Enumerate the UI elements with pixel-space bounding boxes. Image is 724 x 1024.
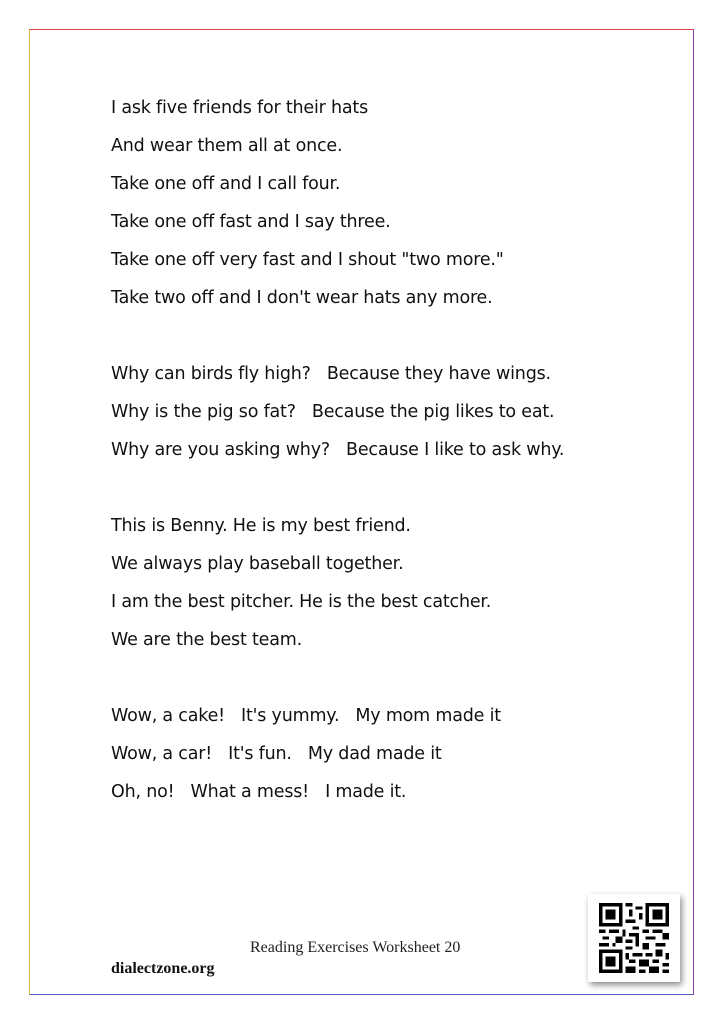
stanza-gap: [111, 663, 671, 701]
text-line: Take two off and I don't wear hats any more.: [111, 288, 493, 308]
text-line: Why is the pig so fat? Because the pig likes to eat.: [111, 402, 555, 422]
text-line: I am the best pitcher. He is the best catcher.: [111, 592, 492, 612]
stanza-why: [111, 359, 671, 473]
stanza-gap: [111, 473, 671, 511]
worksheet-title: Reading Exercises Worksheet 20: [250, 939, 461, 956]
text-line: And wear them all at once.: [111, 136, 343, 156]
site-link[interactable]: dialectzone.org: [111, 960, 215, 977]
text-line: This is Benny. He is my best friend.: [111, 516, 411, 536]
text-line: Why can birds fly high? Because they have wings.: [111, 364, 551, 384]
text-line: Why are you asking why? Because I like to ask why.: [111, 440, 565, 460]
text-line: Oh, no! What a mess! I made it.: [111, 782, 407, 802]
poem-content: [111, 93, 671, 815]
text-line: Wow, a cake! It's yummy. My mom made it: [111, 706, 501, 726]
text-line: Take one off fast and I say three.: [111, 212, 391, 232]
text-line: Wow, a car! It's fun. My dad made it: [111, 744, 442, 764]
stanza-hats: [111, 93, 671, 321]
qr-code-icon: [599, 903, 669, 973]
text-line: We are the best team.: [111, 630, 302, 650]
text-line: Take one off and I call four.: [111, 174, 341, 194]
stanza-benny: [111, 511, 671, 663]
text-line: Take one off very fast and I shout "two more.": [111, 250, 504, 270]
text-line: I ask five friends for their hats: [111, 98, 368, 118]
qr-code[interactable]: [588, 894, 680, 982]
stanza-gap: [111, 321, 671, 359]
text-line: We always play baseball together.: [111, 554, 404, 574]
stanza-wow: [111, 701, 671, 815]
